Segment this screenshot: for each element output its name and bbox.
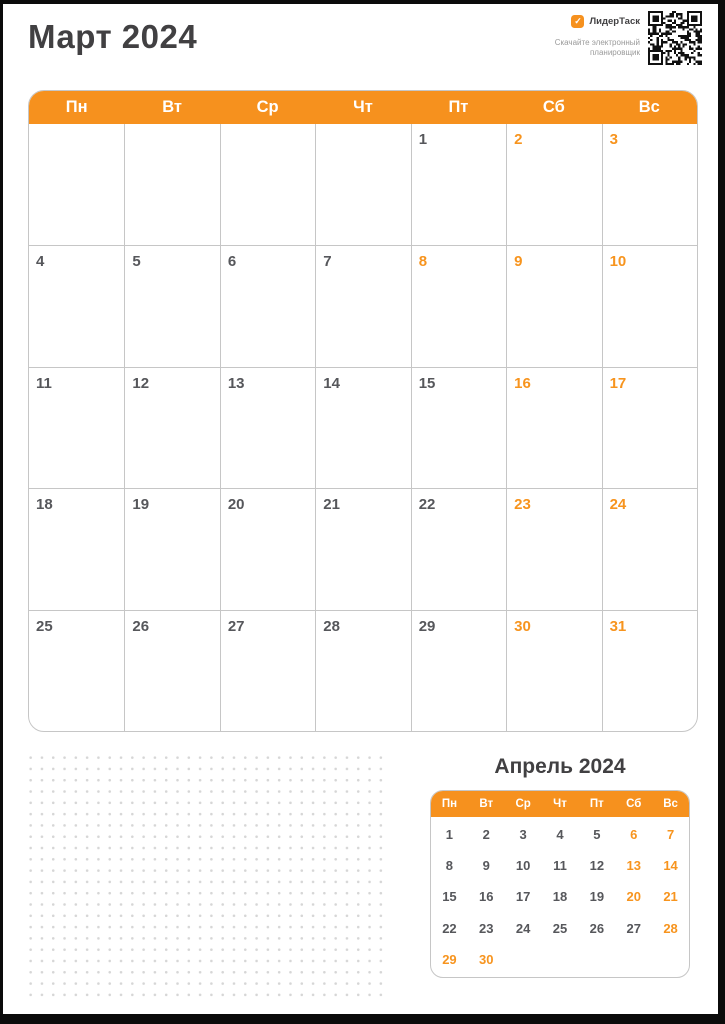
tagline-line-2: планировщик <box>589 48 640 57</box>
day-cell <box>29 245 124 366</box>
mini-day-number: 18 <box>552 889 568 905</box>
weekday-label: Вс <box>638 98 660 116</box>
mini-day-number: 6 <box>630 827 638 843</box>
mini-day-number: 5 <box>593 827 601 843</box>
day-cell <box>220 610 315 731</box>
day-number: 17 <box>609 374 627 392</box>
mini-day-number: 3 <box>519 827 527 843</box>
mini-day-number: 28 <box>663 920 678 936</box>
mini-day-number: 23 <box>479 920 494 936</box>
mini-calendar-weekday-header <box>431 791 689 817</box>
day-cell <box>602 367 697 488</box>
day-cell <box>315 124 410 245</box>
day-number: 28 <box>323 617 340 635</box>
day-number: 26 <box>132 617 150 635</box>
mini-day-number: 14 <box>663 858 678 874</box>
day-cell <box>29 610 124 731</box>
day-number: 30 <box>514 617 531 635</box>
qr-code-icon <box>648 11 702 65</box>
day-cell <box>411 610 506 731</box>
day-cell <box>506 124 601 245</box>
day-number: 16 <box>514 374 531 392</box>
mini-day-number: 20 <box>626 889 641 905</box>
mini-empty-cell <box>542 944 579 975</box>
day-number: 3 <box>609 131 618 148</box>
weekday-label: Чт <box>553 798 567 810</box>
day-cell <box>411 367 506 488</box>
main-calendar <box>28 90 698 732</box>
day-cell <box>411 488 506 609</box>
day-number: 21 <box>323 496 340 514</box>
page-title: Март 2024 <box>28 18 198 55</box>
mini-day-number: 13 <box>626 858 641 874</box>
weekday-label: Пт <box>448 98 469 116</box>
mini-empty-cell <box>578 944 615 975</box>
mini-day-number: 17 <box>515 889 531 905</box>
mini-day-number: 30 <box>479 951 494 967</box>
day-cell <box>506 610 601 731</box>
weekday-label: Сб <box>542 98 565 116</box>
weekday-label: Сб <box>626 798 642 810</box>
weekday-label: Ср <box>256 98 279 116</box>
mini-day-number: 29 <box>442 951 457 967</box>
brand-tagline <box>555 38 640 58</box>
weekday-label: Пн <box>65 98 88 116</box>
day-number: 6 <box>227 253 237 271</box>
weekday-label: Пт <box>589 798 604 810</box>
day-number: 13 <box>227 374 245 392</box>
mini-day-number: 26 <box>589 920 605 936</box>
day-cell <box>411 245 506 366</box>
day-cell <box>124 367 219 488</box>
day-cell <box>29 367 124 488</box>
mini-day-number: 2 <box>482 827 490 843</box>
mini-day-number: 11 <box>553 858 567 874</box>
day-cell <box>506 245 601 366</box>
day-number: 31 <box>609 617 627 635</box>
tagline-line-1: Скачайте электронный <box>554 38 640 47</box>
day-cell <box>506 367 601 488</box>
mini-day-number: 1 <box>445 827 454 843</box>
mini-empty-cell <box>505 944 542 975</box>
day-cell <box>315 610 410 731</box>
weekday-label: Вт <box>479 798 494 810</box>
day-cell <box>602 488 697 609</box>
day-number: 9 <box>514 253 523 271</box>
day-cell <box>220 124 315 245</box>
day-number: 19 <box>132 496 150 514</box>
dot-grid-notes-area <box>21 748 388 1000</box>
main-calendar-grid <box>29 124 697 731</box>
day-number: 5 <box>132 253 141 271</box>
day-cell <box>29 124 124 245</box>
mini-day-number: 8 <box>445 858 454 874</box>
day-cell <box>602 124 697 245</box>
weekday-label: Вс <box>663 798 678 810</box>
day-number: 24 <box>609 496 627 514</box>
mini-day-number: 4 <box>556 827 564 843</box>
day-cell <box>411 124 506 245</box>
mini-calendar <box>430 790 690 978</box>
mini-empty-cell <box>652 944 689 975</box>
day-cell <box>124 124 219 245</box>
day-number: 11 <box>36 374 52 392</box>
mini-day-number: 22 <box>442 920 457 936</box>
day-number: 8 <box>418 253 428 271</box>
mini-day-number: 27 <box>626 920 641 936</box>
day-number: 15 <box>418 374 436 392</box>
weekday-label: Вт <box>162 98 183 116</box>
day-cell <box>220 367 315 488</box>
day-cell <box>506 488 601 609</box>
mini-day-number: 16 <box>479 889 494 905</box>
mini-day-number: 15 <box>442 889 457 905</box>
day-cell <box>124 488 219 609</box>
leadertask-logo-check-icon: ✓ <box>571 15 584 28</box>
brand-block <box>571 15 640 28</box>
mini-day-number: 10 <box>515 858 531 874</box>
day-cell <box>220 488 315 609</box>
day-number: 2 <box>514 131 523 148</box>
day-number: 4 <box>36 253 45 271</box>
day-number: 20 <box>227 496 245 514</box>
mini-day-number: 12 <box>589 858 605 874</box>
day-number: 27 <box>227 617 245 635</box>
day-number: 10 <box>609 253 627 271</box>
day-cell <box>124 610 219 731</box>
day-number: 7 <box>323 253 332 271</box>
day-number: 18 <box>36 496 53 514</box>
day-number: 23 <box>514 496 531 514</box>
day-number: 22 <box>418 496 436 514</box>
mini-empty-cell <box>615 944 652 975</box>
day-number: 1 <box>418 131 428 148</box>
day-cell <box>602 245 697 366</box>
day-cell <box>315 245 410 366</box>
day-cell <box>29 488 124 609</box>
weekday-label: Чт <box>353 98 373 116</box>
day-number: 29 <box>418 617 436 635</box>
mini-day-number: 19 <box>589 889 605 905</box>
mini-day-number: 7 <box>666 827 675 843</box>
mini-day-number: 21 <box>663 889 678 905</box>
day-cell <box>315 367 410 488</box>
mini-day-number: 25 <box>552 920 568 936</box>
day-cell <box>602 610 697 731</box>
mini-day-number: 9 <box>482 858 490 874</box>
day-number: 12 <box>132 374 150 392</box>
weekday-label: Пн <box>441 798 458 810</box>
day-number: 14 <box>323 374 340 392</box>
main-calendar-weekday-header <box>29 91 697 124</box>
day-cell <box>220 245 315 366</box>
mini-day-number: 24 <box>515 920 531 936</box>
day-number: 25 <box>36 617 53 635</box>
day-cell <box>315 488 410 609</box>
mini-calendar-grid <box>431 819 689 975</box>
brand-name: ЛидерТаск <box>589 16 640 27</box>
weekday-label: Ср <box>515 798 531 810</box>
mini-calendar-title: Апрель 2024 <box>494 755 626 778</box>
day-cell <box>124 245 219 366</box>
